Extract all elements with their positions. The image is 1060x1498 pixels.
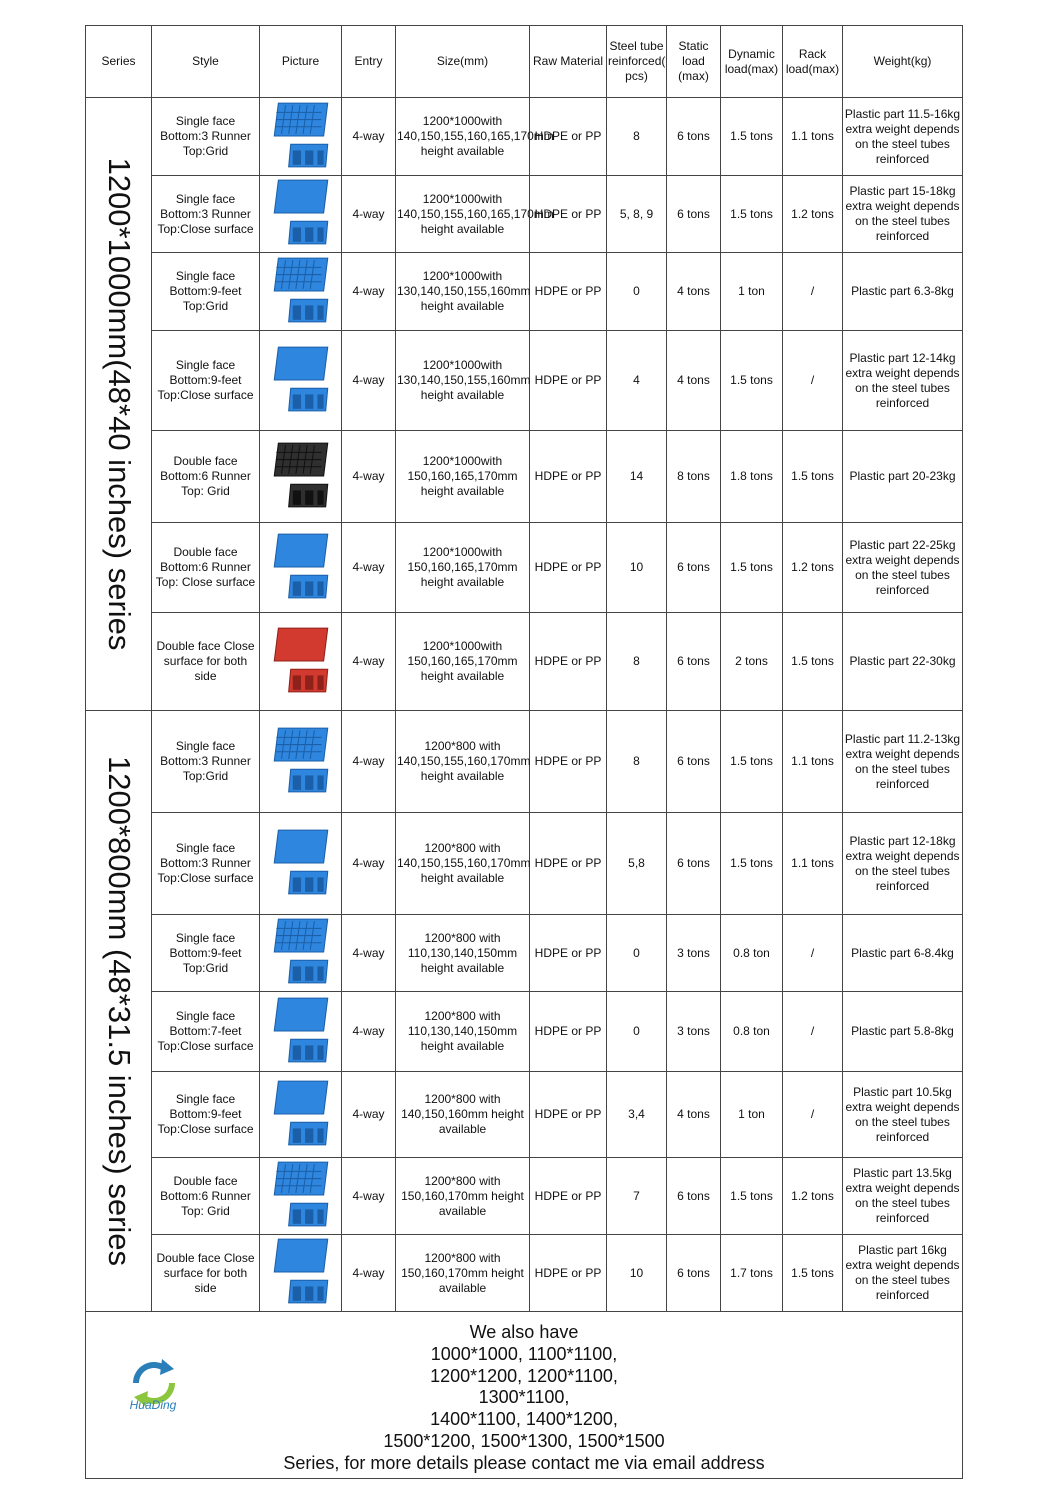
- cell-static-load: 6 tons: [667, 613, 721, 711]
- cell-rack-load: /: [783, 1072, 843, 1158]
- cell-size: 1200*1000with 150,160,165,170mm height available: [396, 613, 530, 711]
- cell-style: Double face Close surface for both side: [152, 613, 260, 711]
- table-row: [86, 253, 963, 331]
- cell-entry: 4-way: [342, 613, 396, 711]
- cell-dynamic-load: 1.7 tons: [721, 1235, 783, 1312]
- cell-static-load: 6 tons: [667, 1235, 721, 1312]
- footer-cell: [86, 1312, 963, 1479]
- table-row: [86, 1158, 963, 1235]
- cell-weight: Plastic part 15-18kg extra weight depends on the steel tubes reinforced: [843, 176, 963, 253]
- cell-dynamic-load: 1.5 tons: [721, 523, 783, 613]
- cell-material: HDPE or PP: [530, 1235, 607, 1312]
- footer-text: [86, 1322, 962, 1475]
- cell-static-load: 6 tons: [667, 176, 721, 253]
- header-entry: Entry: [342, 26, 396, 98]
- pallet-photo-icon: [261, 915, 340, 991]
- cell-entry: 4-way: [342, 1235, 396, 1312]
- cell-style: Double face Bottom:6 Runner Top: Close surface: [152, 523, 260, 613]
- cell-entry: 4-way: [342, 253, 396, 331]
- table-row: [86, 431, 963, 523]
- table-row: [86, 813, 963, 915]
- cell-style: Single face Bottom:3 Runner Top:Close surface: [152, 176, 260, 253]
- cell-style: Single face Bottom:9-feet Top:Close surface: [152, 331, 260, 431]
- cell-picture: [260, 253, 342, 331]
- cell-weight: Plastic part 12-18kg extra weight depends on the steel tubes reinforced: [843, 813, 963, 915]
- pallet-photo-icon: [261, 254, 340, 330]
- pallet-photo-icon: [261, 826, 340, 902]
- cell-steel: 0: [607, 915, 667, 992]
- cell-size: 1200*1000with 130,140,150,155,160mm height available: [396, 253, 530, 331]
- header-style: Style: [152, 26, 260, 98]
- header-row: [86, 26, 963, 98]
- pallet-photo-icon: [261, 439, 340, 515]
- series-label-cell: [86, 711, 152, 1312]
- table-row: [86, 1235, 963, 1312]
- footer-line: Series, for more details please contact me via email address: [283, 1452, 765, 1473]
- cell-weight: Plastic part 22-30kg: [843, 613, 963, 711]
- cell-style: Double face Close surface for both side: [152, 1235, 260, 1312]
- cell-picture: [260, 331, 342, 431]
- cell-entry: 4-way: [342, 1072, 396, 1158]
- cell-rack-load: /: [783, 992, 843, 1072]
- cell-weight: Plastic part 5.8-8kg: [843, 992, 963, 1072]
- cell-steel: 8: [607, 613, 667, 711]
- cell-size: 1200*800 with 140,150,155,160,170mm height available: [396, 813, 530, 915]
- cell-material: HDPE or PP: [530, 331, 607, 431]
- table-row: [86, 915, 963, 992]
- cell-material: HDPE or PP: [530, 1072, 607, 1158]
- cell-steel: 10: [607, 1235, 667, 1312]
- cell-size: 1200*1000with 150,160,165,170mm height available: [396, 523, 530, 613]
- cell-size: 1200*800 with 150,160,170mm height available: [396, 1235, 530, 1312]
- cell-static-load: 4 tons: [667, 331, 721, 431]
- cell-rack-load: 1.5 tons: [783, 431, 843, 523]
- pallet-photo-icon: [261, 994, 340, 1070]
- cell-material: HDPE or PP: [530, 915, 607, 992]
- cell-weight: Plastic part 12-14kg extra weight depends on the steel tubes reinforced: [843, 331, 963, 431]
- cell-weight: Plastic part 11.2-13kg extra weight depends on the steel tubes reinforced: [843, 711, 963, 813]
- logo-text: HuaDing: [129, 1398, 177, 1412]
- cell-picture: [260, 1072, 342, 1158]
- cell-size: 1200*800 with 150,160,170mm height available: [396, 1158, 530, 1235]
- cell-dynamic-load: 2 tons: [721, 613, 783, 711]
- cell-picture: [260, 992, 342, 1072]
- cell-static-load: 3 tons: [667, 992, 721, 1072]
- cell-style: Single face Bottom:3 Runner Top:Grid: [152, 98, 260, 176]
- cell-material: HDPE or PP: [530, 253, 607, 331]
- footer-line: 1200*1200, 1200*1100,: [430, 1365, 618, 1386]
- cell-static-load: 6 tons: [667, 813, 721, 915]
- cell-rack-load: 1.5 tons: [783, 1235, 843, 1312]
- footer-line: 1400*1100, 1400*1200,: [430, 1409, 618, 1430]
- table-row: [86, 992, 963, 1072]
- series-label: 1200*800mm (48*31.5 inches) series: [101, 755, 137, 1267]
- cell-steel: 10: [607, 523, 667, 613]
- cell-dynamic-load: 0.8 ton: [721, 915, 783, 992]
- cell-picture: [260, 1235, 342, 1312]
- pallet-spec-table: [85, 25, 963, 1479]
- cell-style: Single face Bottom:9-feet Top:Close surface: [152, 1072, 260, 1158]
- cell-weight: Plastic part 20-23kg: [843, 431, 963, 523]
- cell-steel: 8: [607, 711, 667, 813]
- cell-size: 1200*1000with 150,160,165,170mm height available: [396, 431, 530, 523]
- spec-sheet: [85, 25, 962, 1473]
- cell-dynamic-load: 1.5 tons: [721, 813, 783, 915]
- header-series: Series: [86, 26, 152, 98]
- header-picture: Picture: [260, 26, 342, 98]
- cell-steel: 14: [607, 431, 667, 523]
- cell-picture: [260, 1158, 342, 1235]
- table-row: [86, 1072, 963, 1158]
- cell-material: HDPE or PP: [530, 98, 607, 176]
- cell-picture: [260, 711, 342, 813]
- cell-steel: 0: [607, 253, 667, 331]
- header-dynamic-load: Dynamic load(max): [721, 26, 783, 98]
- cell-weight: Plastic part 13.5kg extra weight depends on the steel tubes reinforced: [843, 1158, 963, 1235]
- cell-entry: 4-way: [342, 431, 396, 523]
- cell-steel: 5,8: [607, 813, 667, 915]
- cell-rack-load: 1.2 tons: [783, 1158, 843, 1235]
- cell-steel: 7: [607, 1158, 667, 1235]
- pallet-photo-icon: [261, 1235, 340, 1311]
- cell-entry: 4-way: [342, 711, 396, 813]
- cell-rack-load: 1.2 tons: [783, 523, 843, 613]
- cell-picture: [260, 813, 342, 915]
- cell-picture: [260, 523, 342, 613]
- cell-weight: Plastic part 16kg extra weight depends on the steel tubes reinforced: [843, 1235, 963, 1312]
- header-steel-tube: Steel tube reinforced( pcs): [607, 26, 667, 98]
- cell-material: HDPE or PP: [530, 431, 607, 523]
- cell-material: HDPE or PP: [530, 813, 607, 915]
- cell-size: 1200*800 with 110,130,140,150mm height available: [396, 992, 530, 1072]
- table-row: [86, 613, 963, 711]
- header-static-load: Static load (max): [667, 26, 721, 98]
- cell-style: Single face Bottom:3 Runner Top:Close surface: [152, 813, 260, 915]
- cell-weight: Plastic part 10.5kg extra weight depends on the steel tubes reinforced: [843, 1072, 963, 1158]
- table-row: [86, 331, 963, 431]
- cell-material: HDPE or PP: [530, 523, 607, 613]
- pallet-photo-icon: [261, 624, 340, 700]
- cell-dynamic-load: 1 ton: [721, 1072, 783, 1158]
- header-weight: Weight(kg): [843, 26, 963, 98]
- cell-steel: 3,4: [607, 1072, 667, 1158]
- cell-picture: [260, 98, 342, 176]
- series-label-cell: [86, 98, 152, 711]
- cell-dynamic-load: 1 ton: [721, 253, 783, 331]
- cell-static-load: 6 tons: [667, 98, 721, 176]
- footer-line: 1000*1000, 1100*1100,: [430, 1343, 618, 1364]
- cell-entry: 4-way: [342, 98, 396, 176]
- cell-size: 1200*800 with 140,150,160mm height available: [396, 1072, 530, 1158]
- cell-steel: 5, 8, 9: [607, 176, 667, 253]
- cell-style: Single face Bottom:9-feet Top:Grid: [152, 253, 260, 331]
- cell-rack-load: 1.1 tons: [783, 98, 843, 176]
- cell-steel: 8: [607, 98, 667, 176]
- cell-static-load: 8 tons: [667, 431, 721, 523]
- pallet-photo-icon: [261, 99, 340, 175]
- cell-dynamic-load: 1.5 tons: [721, 176, 783, 253]
- cell-material: HDPE or PP: [530, 176, 607, 253]
- cell-material: HDPE or PP: [530, 613, 607, 711]
- cell-rack-load: 1.1 tons: [783, 813, 843, 915]
- cell-static-load: 6 tons: [667, 711, 721, 813]
- cell-static-load: 4 tons: [667, 1072, 721, 1158]
- cell-size: 1200*800 with 140,150,155,160,170mm height available: [396, 711, 530, 813]
- cell-steel: 0: [607, 992, 667, 1072]
- cell-rack-load: /: [783, 331, 843, 431]
- cell-material: HDPE or PP: [530, 711, 607, 813]
- cell-dynamic-load: 0.8 ton: [721, 992, 783, 1072]
- cell-dynamic-load: 1.5 tons: [721, 331, 783, 431]
- pallet-photo-icon: [261, 1077, 340, 1153]
- cell-style: Double face Bottom:6 Runner Top: Grid: [152, 431, 260, 523]
- cell-material: HDPE or PP: [530, 1158, 607, 1235]
- pallet-photo-icon: [261, 1158, 340, 1234]
- header-size: Size(mm): [396, 26, 530, 98]
- cell-weight: Plastic part 6.3-8kg: [843, 253, 963, 331]
- cell-entry: 4-way: [342, 1158, 396, 1235]
- pallet-photo-icon: [261, 176, 340, 252]
- footer-line: 1500*1200, 1500*1300, 1500*1500: [383, 1430, 665, 1451]
- cell-weight: Plastic part 11.5-16kg extra weight depends on the steel tubes reinforced: [843, 98, 963, 176]
- table-row: [86, 98, 963, 176]
- cell-steel: 4: [607, 331, 667, 431]
- cell-picture: [260, 613, 342, 711]
- header-rack-load: Rack load(max): [783, 26, 843, 98]
- cell-dynamic-load: 1.5 tons: [721, 711, 783, 813]
- cell-size: 1200*1000with 130,140,150,155,160mm height available: [396, 331, 530, 431]
- cell-rack-load: /: [783, 253, 843, 331]
- cell-static-load: 3 tons: [667, 915, 721, 992]
- cell-style: Single face Bottom:9-feet Top:Grid: [152, 915, 260, 992]
- footer-line: 1300*1100,: [478, 1387, 570, 1408]
- cell-entry: 4-way: [342, 813, 396, 915]
- cell-material: HDPE or PP: [530, 992, 607, 1072]
- cell-picture: [260, 915, 342, 992]
- table-row: [86, 711, 963, 813]
- cell-picture: [260, 176, 342, 253]
- cell-style: Double face Bottom:6 Runner Top: Grid: [152, 1158, 260, 1235]
- cell-static-load: 6 tons: [667, 1158, 721, 1235]
- cell-rack-load: 1.1 tons: [783, 711, 843, 813]
- cell-static-load: 4 tons: [667, 253, 721, 331]
- cell-entry: 4-way: [342, 915, 396, 992]
- cell-entry: 4-way: [342, 176, 396, 253]
- cell-entry: 4-way: [342, 992, 396, 1072]
- cell-dynamic-load: 1.5 tons: [721, 1158, 783, 1235]
- cell-entry: 4-way: [342, 523, 396, 613]
- footer-line: We also have: [469, 1322, 579, 1342]
- pallet-photo-icon: [261, 343, 340, 419]
- cell-picture: [260, 431, 342, 523]
- cell-style: Single face Bottom:3 Runner Top:Grid: [152, 711, 260, 813]
- pallet-photo-icon: [261, 530, 340, 606]
- cell-entry: 4-way: [342, 331, 396, 431]
- cell-weight: Plastic part 22-25kg extra weight depends on the steel tubes reinforced: [843, 523, 963, 613]
- cell-size: 1200*800 with 110,130,140,150mm height available: [396, 915, 530, 992]
- cell-rack-load: 1.5 tons: [783, 613, 843, 711]
- cell-dynamic-load: 1.8 tons: [721, 431, 783, 523]
- cell-rack-load: /: [783, 915, 843, 992]
- series-label: 1200*1000mm(48*40 inches) series: [101, 157, 137, 651]
- header-raw-material: Raw Material: [530, 26, 607, 98]
- cell-static-load: 6 tons: [667, 523, 721, 613]
- cell-size: 1200*1000with 140,150,155,160,165,170mm height available: [396, 98, 530, 176]
- table-row: [86, 176, 963, 253]
- cell-rack-load: 1.2 tons: [783, 176, 843, 253]
- cell-dynamic-load: 1.5 tons: [721, 98, 783, 176]
- cell-style: Single face Bottom:7-feet Top:Close surface: [152, 992, 260, 1072]
- pallet-photo-icon: [261, 724, 340, 800]
- cell-weight: Plastic part 6-8.4kg: [843, 915, 963, 992]
- table-row: [86, 523, 963, 613]
- cell-size: 1200*1000with 140,150,155,160,165,170mm height available: [396, 176, 530, 253]
